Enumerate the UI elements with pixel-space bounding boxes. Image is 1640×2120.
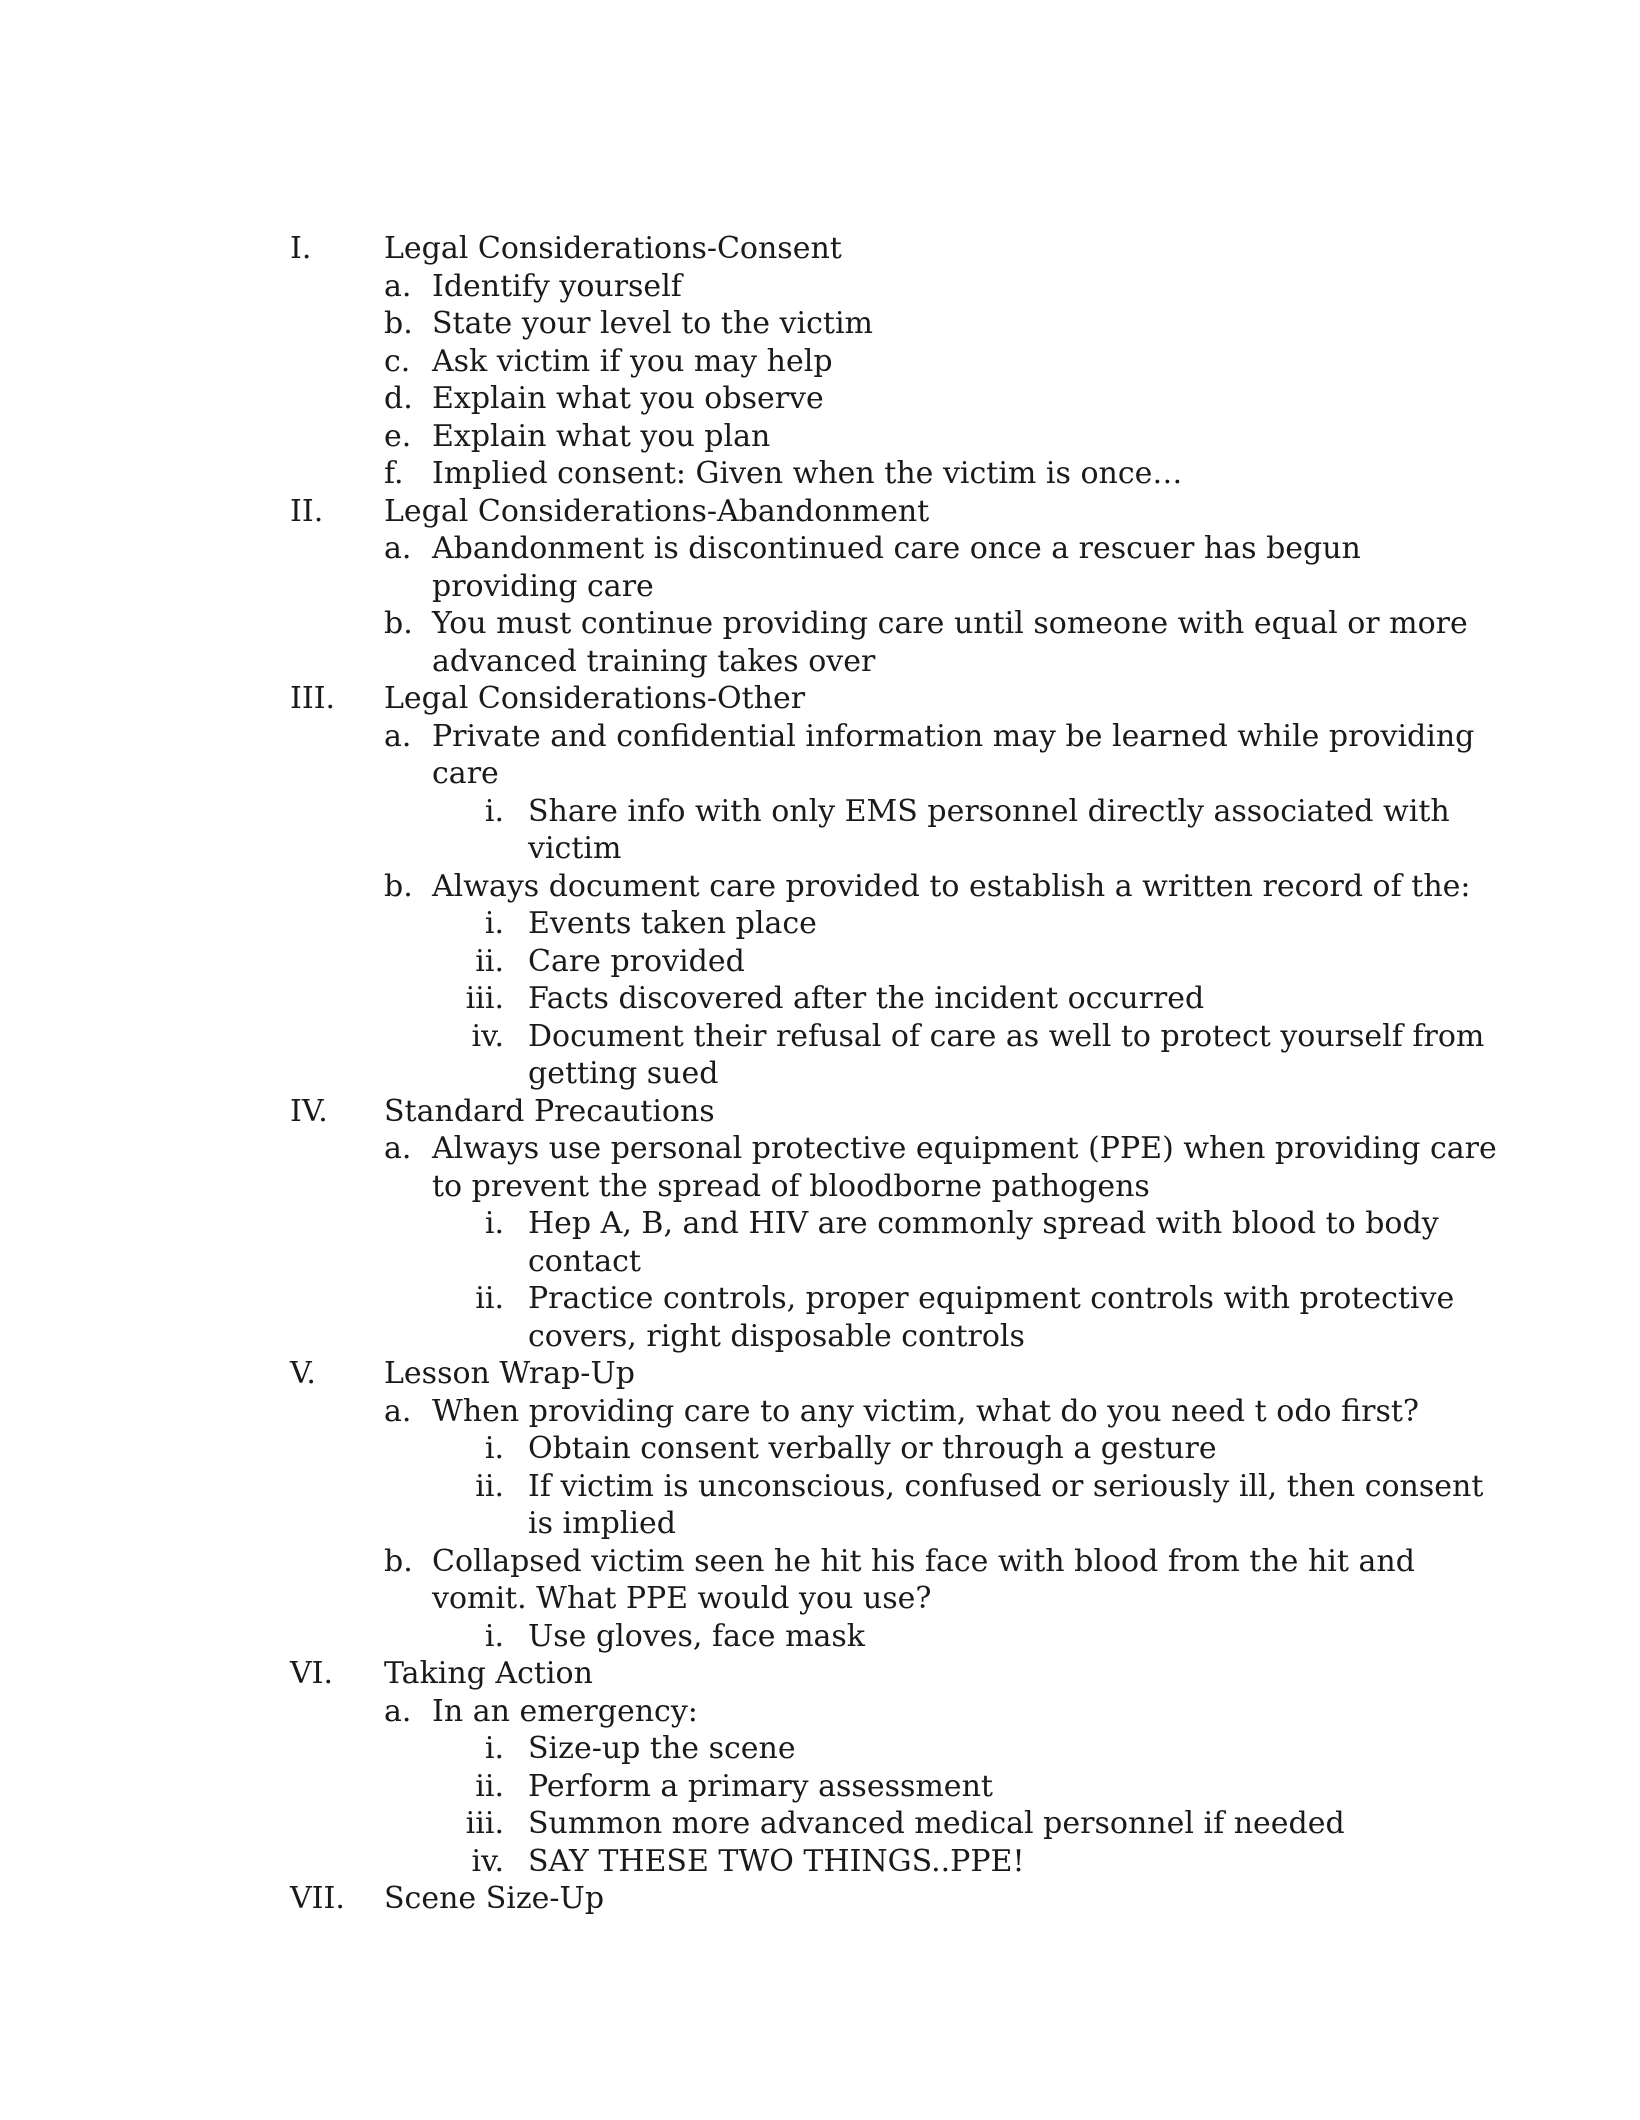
- list-marker: e.: [384, 418, 412, 454]
- list-marker: V.: [290, 1356, 316, 1391]
- list-marker: IV.: [290, 1093, 328, 1129]
- list-item-text: Facts discovered after the incident occurred: [528, 981, 1205, 1016]
- outline-continuation-line: [0, 1243, 1640, 1281]
- list-item-text: Collapsed victim seen he hit his face with blood from the hit and: [432, 1543, 1415, 1579]
- outline-subitem: [0, 868, 1640, 906]
- list-item-text: is implied: [528, 1506, 676, 1541]
- list-marker: II.: [290, 493, 324, 529]
- outline-subitem: [0, 455, 1640, 493]
- list-item-text: Private and confidential information may be learned while providing: [432, 718, 1475, 754]
- list-item-text: Always use personal protective equipment (PPE) when providing care: [432, 1131, 1497, 1166]
- list-marker: i.: [484, 1618, 504, 1654]
- list-item-text: victim: [528, 831, 622, 866]
- outline-subsubitem: [0, 1430, 1640, 1468]
- list-item-text: Legal Considerations-Abandonment: [384, 493, 930, 529]
- list-marker: i.: [484, 1731, 504, 1766]
- list-item-text: Hep A, B, and HIV are commonly spread with blood to body: [528, 1206, 1439, 1241]
- outline-subitem: [0, 305, 1640, 343]
- outline-subitem: [0, 1543, 1640, 1581]
- list-marker: ii.: [475, 1468, 504, 1504]
- list-item-text: Practice controls, proper equipment controls with protective: [528, 1281, 1455, 1316]
- outline-subitem: [0, 1693, 1640, 1731]
- list-item-text: Standard Precautions: [384, 1093, 715, 1129]
- list-item-text: Events taken place: [528, 906, 817, 941]
- outline-subitem: [0, 380, 1640, 418]
- outline-continuation-line: [0, 830, 1640, 868]
- list-item-text: vomit. What PPE would you use?: [432, 1581, 932, 1616]
- outline-continuation-line: [0, 755, 1640, 793]
- list-item-text: When providing care to any victim, what do you need t odo first?: [432, 1393, 1420, 1429]
- list-item-text: Identify yourself: [432, 268, 682, 304]
- list-marker: ii.: [475, 943, 504, 979]
- outline-section-heading: [0, 1093, 1640, 1131]
- outline-subitem: [0, 418, 1640, 456]
- list-item-text: covers, right disposable controls: [528, 1318, 1025, 1354]
- list-marker: iv.: [471, 1843, 504, 1879]
- list-item-text: Legal Considerations-Consent: [384, 231, 842, 266]
- list-marker: b.: [384, 606, 413, 641]
- outline-continuation-line: [0, 1580, 1640, 1618]
- list-marker: iv.: [471, 1018, 504, 1054]
- outline-subsubitem: [0, 1843, 1640, 1881]
- outline-subitem: [0, 343, 1640, 381]
- outline-continuation-line: [0, 1505, 1640, 1543]
- list-item-text: Care provided: [528, 943, 745, 979]
- outline-section-heading: [0, 1355, 1640, 1393]
- list-item-text: Scene Size-Up: [384, 1881, 605, 1916]
- list-item-text: Share info with only EMS personnel directly associated with: [528, 793, 1450, 829]
- outline-continuation-line: [0, 1168, 1640, 1206]
- list-marker: i.: [484, 906, 504, 941]
- outline-subitem: [0, 268, 1640, 306]
- list-marker: VI.: [290, 1656, 334, 1691]
- outline-subsubitem: [0, 1018, 1640, 1056]
- outline-subsubitem: [0, 980, 1640, 1018]
- list-item-text: If victim is unconscious, confused or seriously ill, then consent: [528, 1468, 1484, 1504]
- list-item-text: SAY THESE TWO THINGS..PPE!: [528, 1843, 1025, 1879]
- outline-subsubitem: [0, 793, 1640, 831]
- list-marker: d.: [384, 381, 413, 416]
- list-marker: VII.: [290, 1881, 345, 1916]
- list-item-text: Taking Action: [384, 1656, 593, 1691]
- outline-subitem: [0, 1393, 1640, 1431]
- list-item-text: contact: [528, 1243, 641, 1279]
- list-item-text: Summon more advanced medical personnel if needed: [528, 1806, 1345, 1841]
- list-marker: i.: [484, 1431, 504, 1466]
- list-item-text: Abandonment is discontinued care once a rescuer has begun: [432, 531, 1361, 566]
- list-marker: a.: [384, 1393, 412, 1429]
- list-item-text: providing care: [432, 568, 654, 604]
- list-item-text: Always document care provided to establish a written record of the:: [432, 868, 1471, 904]
- outline-subitem: [0, 530, 1640, 568]
- outline-subsubitem: [0, 1618, 1640, 1656]
- list-marker: III.: [290, 681, 336, 716]
- outline-subsubitem: [0, 1205, 1640, 1243]
- outline-subsubitem: [0, 1768, 1640, 1806]
- outline-subsubitem: [0, 1280, 1640, 1318]
- outline-continuation-line: [0, 568, 1640, 606]
- list-item-text: Size-up the scene: [528, 1731, 796, 1766]
- list-item-text: Ask victim if you may help: [432, 343, 833, 379]
- outline-continuation-line: [0, 1318, 1640, 1356]
- list-item-text: Explain what you observe: [432, 381, 824, 416]
- list-marker: b.: [384, 868, 413, 904]
- outline-continuation-line: [0, 1055, 1640, 1093]
- list-marker: iii.: [465, 981, 504, 1016]
- list-marker: b.: [384, 306, 413, 341]
- outline-subitem: [0, 718, 1640, 756]
- outline-list: [0, 230, 1640, 1918]
- list-marker: a.: [384, 531, 412, 566]
- list-marker: iii.: [465, 1806, 504, 1841]
- outline-subitem: [0, 605, 1640, 643]
- outline-section-heading: [0, 1655, 1640, 1693]
- outline-continuation-line: [0, 643, 1640, 681]
- list-item-text: care: [432, 756, 499, 791]
- outline-subsubitem: [0, 1805, 1640, 1843]
- list-item-text: getting sued: [528, 1056, 719, 1091]
- outline-section-heading: [0, 1880, 1640, 1918]
- list-marker: a.: [384, 1131, 412, 1166]
- list-marker: a.: [384, 1693, 412, 1729]
- list-item-text: Use gloves, face mask: [528, 1618, 865, 1654]
- list-marker: i.: [484, 793, 504, 829]
- list-marker: b.: [384, 1543, 413, 1579]
- list-item-text: You must continue providing care until someone with equal or more: [432, 606, 1468, 641]
- outline-subsubitem: [0, 1468, 1640, 1506]
- list-item-text: Implied consent: Given when the victim is once…: [432, 456, 1183, 491]
- outline-subsubitem: [0, 1730, 1640, 1768]
- outline-subsubitem: [0, 943, 1640, 981]
- list-item-text: Obtain consent verbally or through a gesture: [528, 1431, 1217, 1466]
- list-item-text: Perform a primary assessment: [528, 1768, 993, 1804]
- list-marker: ii.: [475, 1768, 504, 1804]
- list-item-text: State your level to the victim: [432, 306, 873, 341]
- list-item-text: Legal Considerations-Other: [384, 681, 806, 716]
- list-marker: c.: [384, 343, 411, 379]
- list-marker: a.: [384, 718, 412, 754]
- list-marker: i.: [484, 1206, 504, 1241]
- outline-subitem: [0, 1130, 1640, 1168]
- outline-section-heading: [0, 230, 1640, 268]
- list-item-text: advanced training takes over: [432, 643, 876, 679]
- outline-subsubitem: [0, 905, 1640, 943]
- outline-section-heading: [0, 493, 1640, 531]
- list-marker: I.: [290, 231, 312, 266]
- list-item-text: to prevent the spread of bloodborne pathogens: [432, 1168, 1150, 1204]
- list-marker: a.: [384, 268, 412, 304]
- list-item-text: Explain what you plan: [432, 418, 771, 454]
- list-item-text: In an emergency:: [432, 1693, 698, 1729]
- outline-section-heading: [0, 680, 1640, 718]
- list-item-text: Lesson Wrap-Up: [384, 1356, 635, 1391]
- list-marker: f.: [384, 456, 404, 491]
- list-item-text: Document their refusal of care as well to protect yourself from: [528, 1018, 1485, 1054]
- list-marker: ii.: [475, 1281, 504, 1316]
